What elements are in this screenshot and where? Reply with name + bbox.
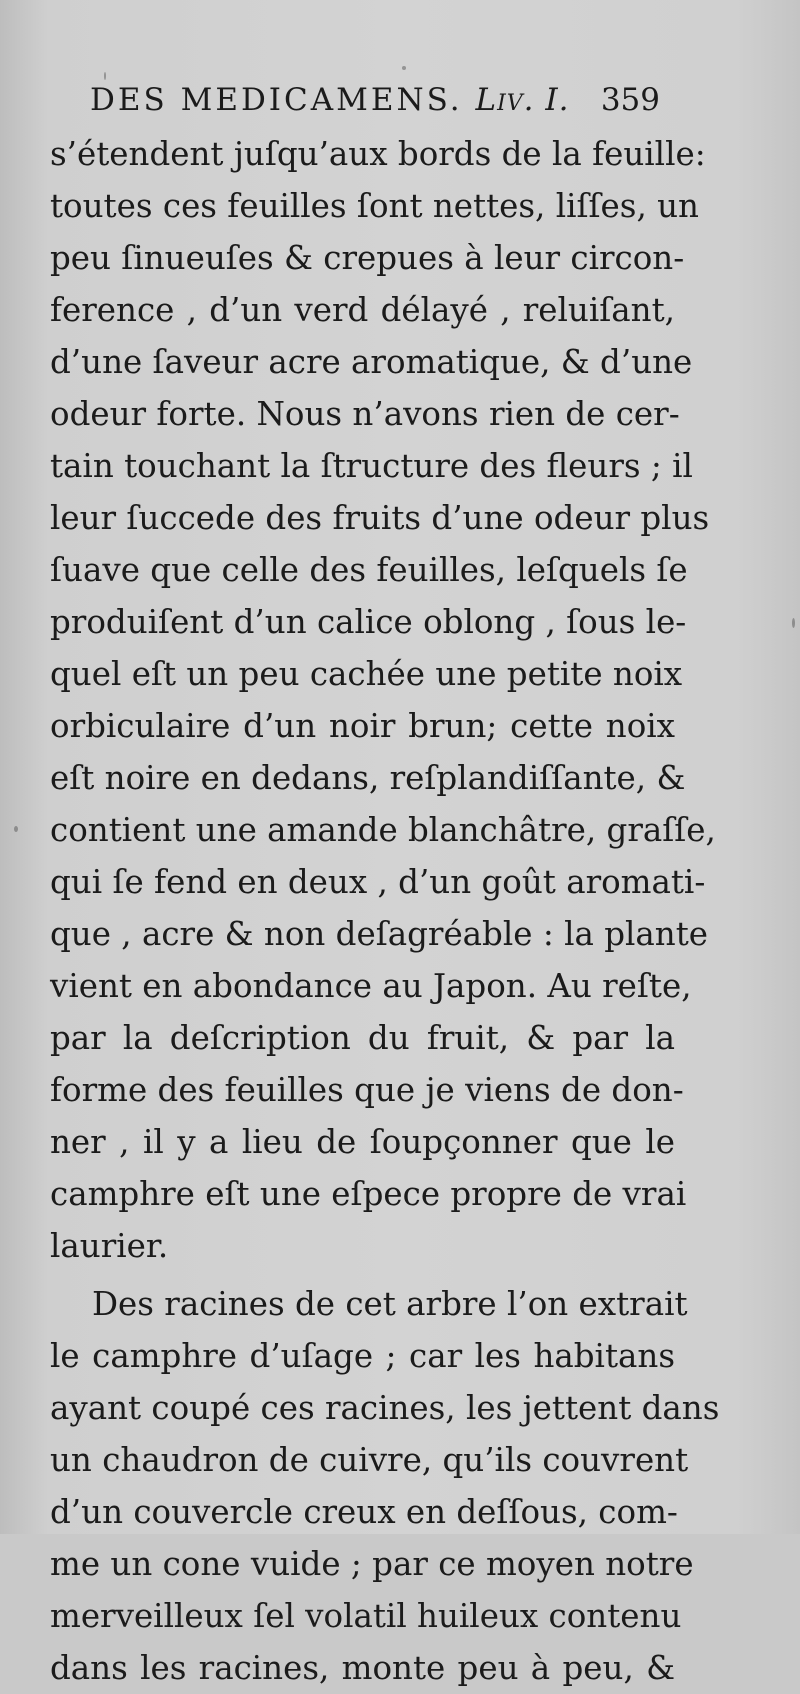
text-line: peu ſinueuſes & crepues à leur circon- [50,239,685,277]
running-title-main: DES MEDICAMENS. [90,82,463,118]
paper-speck [402,66,406,70]
text-line: laurier. [50,1227,169,1265]
paper-speck [792,618,795,628]
text-line: odeur forte. Nous n’avons rien de cer- [50,395,680,433]
text-line: un chaudron de cuivre, qu’ils couvrent [50,1441,689,1479]
text-line: ayant coupé ces racines, les jettent dans [50,1389,720,1427]
text-line: me un cone vuide ; par ce moyen notre [50,1545,694,1583]
text-line: que , acre & non deſagréable : la plante [50,915,708,953]
text-line: d’un couvercle creux en deſſous, com- [50,1493,678,1531]
text-line: produiſent d’un calice oblong , ſous le- [50,603,687,641]
text-line: quel eſt un peu cachée une petite noix [50,655,683,693]
text-line: merveilleux ſel volatil huileux contenu [50,1597,682,1635]
text-line: camphre eſt une eſpece propre de vrai [50,1175,687,1213]
text-line: ner , il y a lieu de ſoupçonner que le [50,1123,675,1161]
text-line: forme des feuilles que je viens de don- [50,1071,684,1109]
text-line: Des racines de cet arbre l’on extrait [92,1285,688,1323]
text-line: ference , d’un verd délayé , reluiſant, [50,291,675,329]
body-text [50,128,720,1694]
paper-speck [14,826,18,832]
text-line: toutes ces feuilles ſont nettes, liſſes, un [50,187,699,225]
text-line: orbiculaire d’un noir brun; cette noix [50,707,675,745]
text-line: le camphre d’uſage ; car les habitans [50,1337,675,1375]
page-number: 359 [600,82,660,118]
text-line: s’étendent juſqu’aux bords de la feuille: [50,135,706,173]
text-line: qui ſe fend en deux , d’un goût aromati- [50,863,706,901]
text-line: leur ſuccede des fruits d’une odeur plus [50,499,710,537]
text-line: eſt noire en dedans, reſplandiſſante, & [50,759,686,797]
paragraph-1 [50,128,716,1272]
text-line: dans les racines, monte peu à peu, & [50,1649,675,1687]
running-title [90,82,569,118]
text-line: vient en abondance au Japon. Au reſte, [50,967,692,1005]
text-line: tain touchant la ſtructure des fleurs ; il [50,447,693,485]
text-line: d’une ſaveur acre aromatique, & d’une [50,343,693,381]
text-line: contient une amande blanchâtre, graſſe, [50,811,716,849]
running-title-book: Liv. I. [475,82,570,118]
paper-speck [104,72,106,80]
paragraph-2 [50,1278,720,1694]
page-header [90,82,660,126]
text-line: ſuave que celle des feuilles, leſquels ſe [50,551,688,589]
text-line: par la deſcription du fruit, & par la [50,1019,675,1057]
